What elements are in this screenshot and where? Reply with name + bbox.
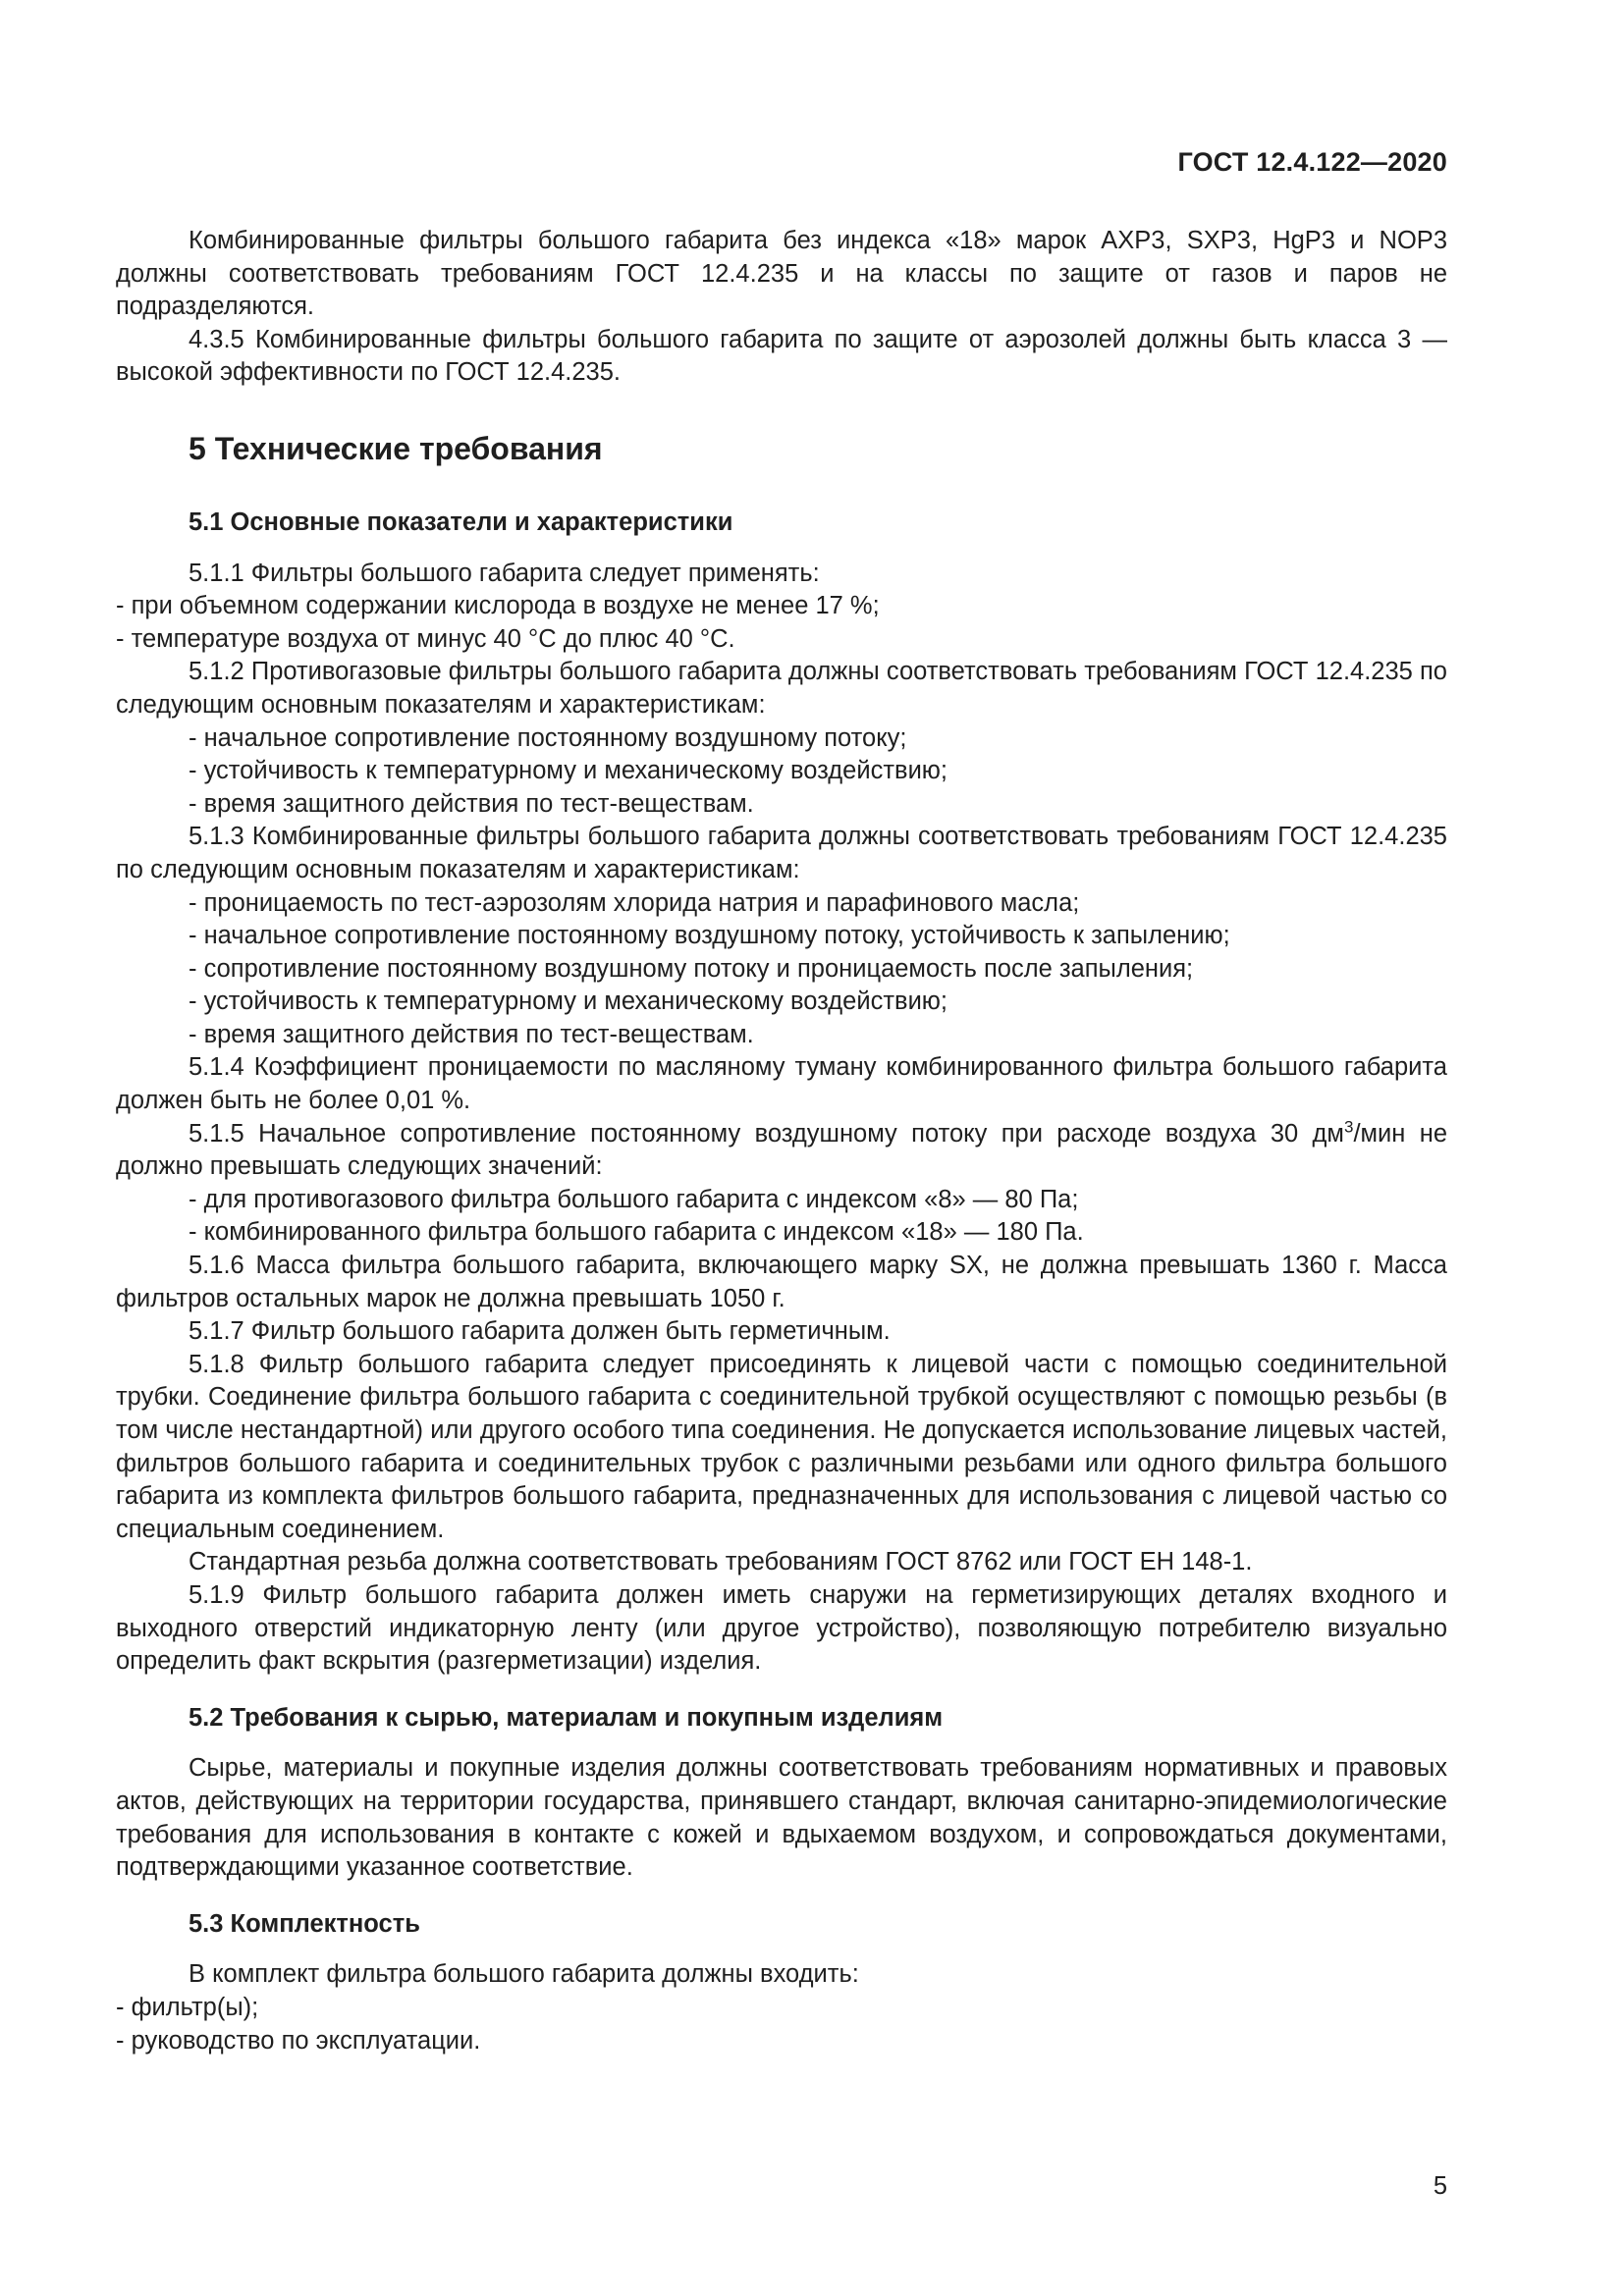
list-item: - комбинированного фильтра большого габарита с индексом «18» — 180 Па. [189,1218,1084,1247]
list-item: - фильтр(ы); [116,1993,259,2021]
superscript: 3 [1343,1117,1354,1137]
paragraph-5-1-3: 5.1.3 Комбинированные фильтры большого габарита должны соответствовать требованиям ГОСТ 12.4.235 по следующим основным показателям и характеристикам: [116,823,1447,883]
list-item: - температуре воздуха от минус 40 °С до плюс 40 °С. [116,624,735,653]
document-page [116,0,1447,2296]
paragraph-4-3-5: 4.3.5 Комбинированные фильтры большого габарита по защите от аэрозолей должны быть класса 3 — высокой эффективности по ГОСТ 12.4.235. [116,325,1447,387]
paragraph-5-2: Сырье, материалы и покупные изделия должны соответствовать требованиям нормативных и правовых актов, действующих на территории государства, принявшего стандарт, включая санитарно-эпидемиологические требования для использования в контакте с кожей и вдыхаемом воздухом, и сопровождаться документами, подтверждающими указанное соответствие. [116,1754,1447,1882]
list-item: - время защитного действия по тест-веществам. [189,1020,754,1048]
list-item: - начальное сопротивление постоянному воздушному потоку, устойчивость к запылению; [189,922,1230,950]
paragraph-5-3: В комплект фильтра большого габарита должны входить: [189,1960,859,1989]
document-header: ГОСТ 12.4.122—2020 [1177,147,1447,177]
list-item: - начальное сопротивление постоянному воздушному потоку; [189,723,907,752]
paragraph-5-1-1: 5.1.1 Фильтры большого габарита следует применять: [189,559,820,587]
list-item: - проницаемость по тест-аэрозолям хлорида натрия и парафинового масла; [189,888,1080,917]
list-item: - руководство по эксплуатации. [116,2026,481,2055]
paragraph-5-1-4: 5.1.4 Коэффициент проницаемости по масляному туману комбинированного фильтра большого габарита должен быть не более 0,01 %. [116,1053,1447,1115]
section-5-1-title: 5.1 Основные показатели и характеристики [189,507,733,536]
list-item: - устойчивость к температурному и механическому воздействию; [189,757,948,785]
paragraph-5-1-5-tail: /мин не должно превышать следующих значений: [116,1119,1448,1181]
section-5-3-title: 5.3 Комплектность [189,1909,420,1938]
list-item: - при объемном содержании кислорода в воздухе не менее 17 %; [116,592,880,620]
paragraph-5-1-7: 5.1.7 Фильтр большого габарита должен быть герметичным. [189,1317,891,1346]
list-item: - сопротивление постоянному воздушному потоку и проницаемость после запыления; [189,954,1194,983]
paragraph-5-1-2: 5.1.2 Противогазовые фильтры большого габарита должны соответствовать требованиям ГОСТ 12.4.235 по следующим основным показателям и характеристикам: [116,658,1447,719]
list-item: - время защитного действия по тест-веществам. [189,789,754,818]
paragraph-5-1-9: 5.1.9 Фильтр большого габарита должен иметь снаружи на герметизирующих деталях входного и выходного отверстий индикаторную ленту (или другое устройство), позволяющую потребителю визуально определить факт вскрытия (разгерметизации) изделия. [116,1580,1447,1676]
paragraph-thread-standard: Стандартная резьба должна соответствовать требованиям ГОСТ 8762 или ГОСТ ЕН 148-1. [189,1548,1253,1576]
paragraph-intro: Комбинированные фильтры большого габарита без индекса «18» марок AXP3, SXP3, HgP3 и NOP3 должны соответствовать требованиям ГОСТ 12.4.235 и на классы по защите от газов и паров не подразделяются. [116,227,1447,321]
paragraph-5-1-5 [116,1118,1447,1184]
page-number: 5 [1433,2172,1447,2200]
paragraph-5-1-6: 5.1.6 Масса фильтра большого габарита, включающего марку SX, не должна превышать 1360 г. Масса фильтров остальных марок не должна превышать 1050 г. [116,1252,1447,1312]
document-body [116,225,1447,2057]
section-5-title: 5 Технические требования [189,430,603,466]
paragraph-5-1-5-text: 5.1.5 Начальное сопротивление постоянному воздушному потоку при расходе воздуха 30 дм [189,1119,1344,1148]
paragraph-5-1-8: 5.1.8 Фильтр большого габарита следует присоединять к лицевой части с помощью соединительной трубки. Соединение фильтра большого габарита с соединительной трубкой осуществляют с помощью резьбы (в том числе нестандартной) или другого особого типа соединения. Не допускается использование лицевых частей, фильтров большого габарита и соединительных трубок с различными резьбами или одного фильтра большого габарита из комплекта фильтров большого габарита, предназначенных для использования с лицевой частью со специальным соединением. [116,1350,1447,1543]
list-item: - для противогазового фильтра большого габарита с индексом «8» — 80 Па; [189,1185,1079,1213]
section-5-2-title: 5.2 Требования к сырью, материалам и покупным изделиям [189,1703,944,1732]
list-item: - устойчивость к температурному и механическому воздействию; [189,988,948,1016]
